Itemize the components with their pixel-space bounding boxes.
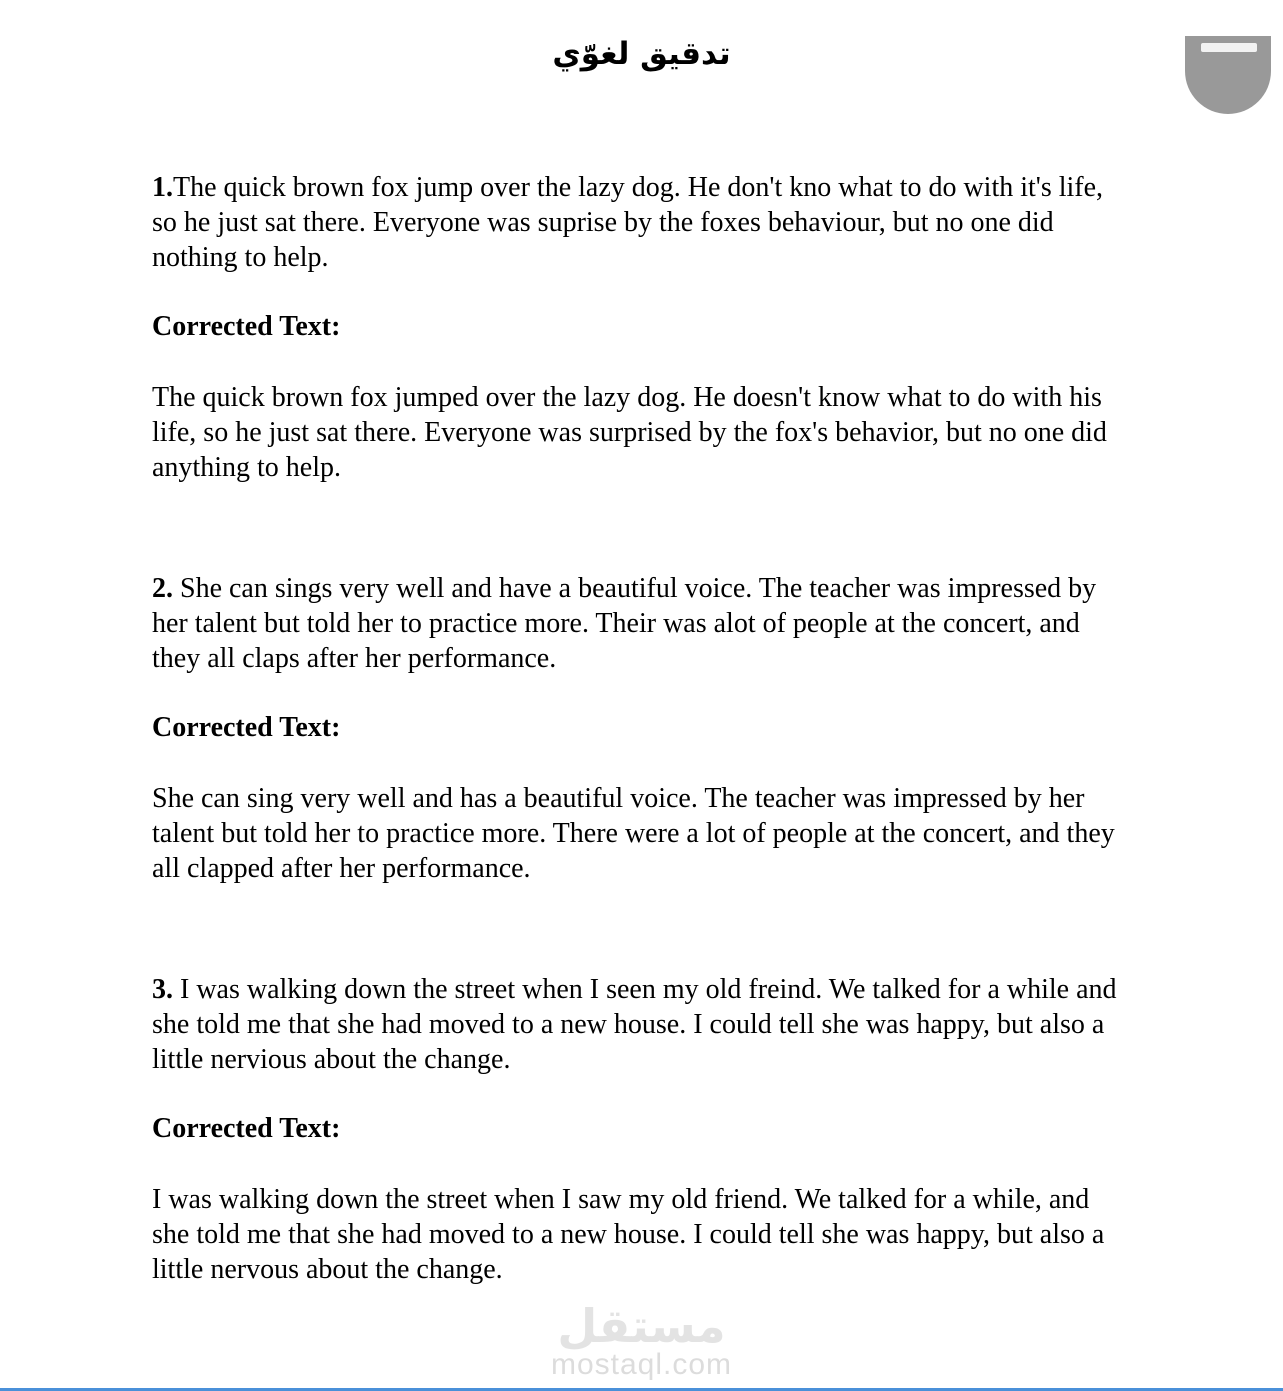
original-text [152, 170, 1131, 275]
number-separator [173, 573, 180, 604]
original-text [152, 571, 1131, 676]
page-title: تدقيق لغوّي [552, 36, 731, 72]
corrected-text: She can sing very well and has a beautiful voice. The teacher was impressed by her talent but told her to practice more. There were a lot of people at the concert, and they all clapped after her performance. [152, 783, 1115, 884]
section-number: 3. [152, 974, 173, 1005]
section-2 [152, 571, 1131, 886]
corrected-text: I was walking down the street when I saw my old friend. We talked for a while, and she told me that she had moved to a new house. I could tell she was happy, but also a little nervous about the change. [152, 1184, 1105, 1285]
number-separator [173, 974, 180, 1005]
document-page [0, 36, 1283, 1391]
original-text-body: The quick brown fox jump over the lazy dog. He don't kno what to do with it's life, so he just sat there. Everyone was suprise by the foxes behaviour, but no one did nothing to help. [152, 172, 1104, 273]
corrected-text: The quick brown fox jumped over the lazy dog. He doesn't know what to do with his life, so he just sat there. Everyone was surprised by the fox's behavior, but no one did anything to help. [152, 382, 1107, 483]
section-number: 2. [152, 573, 173, 604]
original-text [152, 972, 1131, 1077]
section-3 [152, 972, 1131, 1287]
section-1 [152, 170, 1131, 485]
mostaql-logo: مستقل [557, 1299, 726, 1353]
mostaql-watermark [152, 1299, 1131, 1381]
corrected-text-heading: Corrected Text: [152, 712, 341, 743]
mostaql-domain-text: mostaql.com [550, 1348, 733, 1381]
corrected-text-heading: Corrected Text: [152, 1113, 341, 1144]
original-text-body: She can sings very well and have a beautiful voice. The teacher was impressed by her talent but told her to practice more. Their was alot of people at the concert, and they all claps after her performance. [152, 573, 1097, 674]
scroll-handle-bar [1201, 43, 1257, 52]
section-number: 1. [152, 172, 173, 203]
original-text-body: I was walking down the street when I seen my old freind. We talked for a while and she told me that she had moved to a new house. I could tell she was happy, but also a little nervious about the change. [152, 974, 1117, 1075]
document-body [0, 36, 1283, 1381]
corrected-text-heading: Corrected Text: [152, 311, 341, 342]
